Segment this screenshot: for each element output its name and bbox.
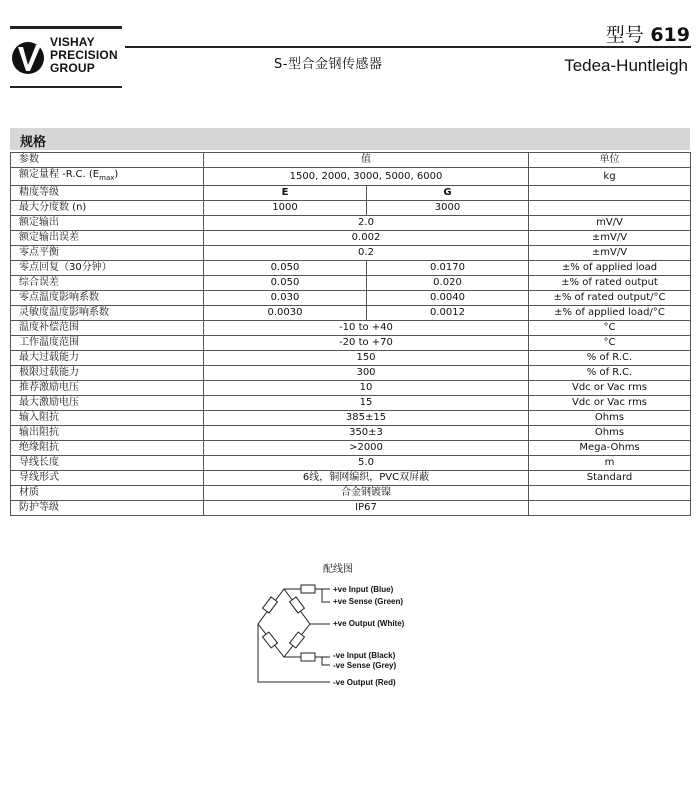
spec-param — [11, 231, 204, 246]
spec-param — [11, 366, 204, 381]
resistor-icon — [301, 653, 315, 661]
spec-value: 1500, 2000, 3000, 5000, 6000 — [204, 168, 529, 186]
spec-section-header — [10, 128, 690, 150]
spec-unit: ±% of rated output/°C — [529, 291, 691, 306]
spec-unit: m — [529, 456, 691, 471]
spec-param — [11, 246, 204, 261]
spec-value: 2.0 — [204, 216, 529, 231]
spec-param-text: 综合误差 — [19, 277, 59, 288]
spec-row — [11, 246, 691, 261]
spec-row — [11, 351, 691, 366]
spec-param-text: 最大分度数 (n) — [19, 202, 87, 213]
spec-unit: ±% of applied load/°C — [529, 306, 691, 321]
spec-param-text: 材质 — [19, 487, 39, 498]
spec-param — [11, 351, 204, 366]
spec-row — [11, 201, 691, 216]
spec-unit: Mega-Ohms — [529, 441, 691, 456]
model-label — [606, 20, 690, 47]
spec-row — [11, 486, 691, 501]
logo-line-1: VISHAY — [50, 35, 95, 49]
spec-row — [11, 321, 691, 336]
wire-label-sense-neg: -ve Sense (Grey) — [333, 661, 397, 670]
spec-param — [11, 168, 204, 186]
spec-param-text: 导线形式 — [19, 472, 59, 483]
spec-row — [11, 276, 691, 291]
spec-param-text: 零点温度影响系数 — [19, 292, 99, 303]
product-subtitle: S-型合金钢传感器 — [274, 57, 383, 72]
spec-value: 6线，铜网编织，PVC双屏蔽 — [204, 471, 529, 486]
spec-unit — [529, 501, 691, 516]
spec-value-e: E — [204, 186, 367, 201]
spec-value-e: 0.050 — [204, 276, 367, 291]
spec-row — [11, 381, 691, 396]
spec-param-text: 额定量程 -R.C. (E — [19, 169, 100, 180]
spec-param — [11, 456, 204, 471]
spec-param-text: 输出阻抗 — [19, 427, 59, 438]
wire-label-output-pos: +ve Output (White) — [333, 619, 405, 628]
spec-param-text: 工作温度范围 — [19, 337, 79, 348]
logo-line-2: PRECISION — [50, 48, 118, 62]
spec-param-text: 零点回复（30分钟） — [19, 262, 112, 273]
spec-row — [11, 441, 691, 456]
col-header-unit: 单位 — [529, 153, 691, 168]
spec-param-text: 输入阻抗 — [19, 412, 59, 423]
spec-unit — [529, 486, 691, 501]
spec-table — [10, 152, 691, 516]
logo-top-rule — [10, 26, 122, 29]
spec-param-text: 极限过载能力 — [19, 367, 79, 378]
spec-row — [11, 366, 691, 381]
header-rule — [125, 46, 691, 48]
spec-unit — [529, 186, 691, 201]
logo-wordmark — [50, 36, 118, 75]
spec-value: 0.002 — [204, 231, 529, 246]
spec-param — [11, 306, 204, 321]
spec-value-e: 0.030 — [204, 291, 367, 306]
spec-param-text: 额定输出误差 — [19, 232, 79, 243]
spec-unit: kg — [529, 168, 691, 186]
spec-row — [11, 456, 691, 471]
spec-param — [11, 261, 204, 276]
spec-param — [11, 381, 204, 396]
spec-param-text: 防护等级 — [19, 502, 59, 513]
spec-value: IP67 — [204, 501, 529, 516]
spec-param — [11, 396, 204, 411]
spec-value-g: 0.0170 — [367, 261, 529, 276]
spec-param — [11, 426, 204, 441]
spec-row — [11, 471, 691, 486]
vishay-logo-icon — [11, 38, 45, 78]
col-header-value: 值 — [204, 153, 529, 168]
spec-value: 10 — [204, 381, 529, 396]
spec-param — [11, 411, 204, 426]
spec-value-g: G — [367, 186, 529, 201]
model-number: 619 — [650, 24, 690, 46]
resistor-icon — [301, 585, 315, 593]
spec-unit: mV/V — [529, 216, 691, 231]
spec-row — [11, 306, 691, 321]
spec-value: >2000 — [204, 441, 529, 456]
spec-param-text: 推荐激励电压 — [19, 382, 79, 393]
spec-row — [11, 186, 691, 201]
spec-param-text: 导线长度 — [19, 457, 59, 468]
spec-unit: Vdc or Vac rms — [529, 396, 691, 411]
spec-unit — [529, 201, 691, 216]
spec-param-text: 绝缘阻抗 — [19, 442, 59, 453]
spec-unit: Vdc or Vac rms — [529, 381, 691, 396]
spec-value-e: 0.0030 — [204, 306, 367, 321]
spec-param — [11, 336, 204, 351]
wire-label-input-pos: +ve Input (Blue) — [333, 585, 394, 594]
spec-param — [11, 201, 204, 216]
resistor-icon — [263, 597, 278, 613]
spec-value-e: 1000 — [204, 201, 367, 216]
logo-line-3: GROUP — [50, 61, 96, 75]
spec-param-text: 灵敏度温度影响系数 — [19, 307, 109, 318]
spec-row — [11, 336, 691, 351]
spec-param-text: 最大过载能力 — [19, 352, 79, 363]
spec-value: 5.0 — [204, 456, 529, 471]
spec-value: 合金钢镀镍 — [204, 486, 529, 501]
spec-param-subscript: max — [99, 174, 115, 182]
spec-row — [11, 396, 691, 411]
spec-value: 15 — [204, 396, 529, 411]
spec-row — [11, 501, 691, 516]
spec-param-text: 额定输出 — [19, 217, 59, 228]
col-header-param: 参数 — [11, 153, 204, 168]
spec-row — [11, 168, 691, 186]
spec-value: 0.2 — [204, 246, 529, 261]
spec-title: 规格 — [20, 135, 47, 150]
wire-label-sense-pos: +ve Sense (Green) — [333, 597, 404, 606]
spec-value: -10 to +40 — [204, 321, 529, 336]
brand-name: Tedea-Huntleigh — [564, 56, 688, 75]
spec-value: 150 — [204, 351, 529, 366]
wiring-diagram-title: 配线图 — [323, 564, 353, 575]
spec-row — [11, 291, 691, 306]
spec-header-row — [11, 153, 691, 168]
spec-row — [11, 261, 691, 276]
spec-row — [11, 216, 691, 231]
spec-param-text: 零点平衡 — [19, 247, 59, 258]
spec-unit: ±% of rated output — [529, 276, 691, 291]
spec-unit: Standard — [529, 471, 691, 486]
spec-param — [11, 441, 204, 456]
wire-label-input-neg: -ve Input (Black) — [333, 651, 396, 660]
spec-param-tail: ) — [114, 169, 119, 180]
logo-bottom-rule — [10, 86, 122, 88]
spec-unit: ±mV/V — [529, 246, 691, 261]
spec-unit: ±% of applied load — [529, 261, 691, 276]
spec-param — [11, 216, 204, 231]
spec-unit: ±mV/V — [529, 231, 691, 246]
spec-row — [11, 411, 691, 426]
spec-value: -20 to +70 — [204, 336, 529, 351]
spec-value: 385±15 — [204, 411, 529, 426]
spec-unit: Ohms — [529, 411, 691, 426]
spec-param-text: 温度补偿范围 — [19, 322, 79, 333]
spec-value-e: 0.050 — [204, 261, 367, 276]
spec-value-g: 0.0040 — [367, 291, 529, 306]
spec-param — [11, 471, 204, 486]
spec-value: 300 — [204, 366, 529, 381]
spec-param — [11, 501, 204, 516]
spec-value-g: 0.020 — [367, 276, 529, 291]
spec-row — [11, 231, 691, 246]
spec-unit: °C — [529, 336, 691, 351]
spec-unit: Ohms — [529, 426, 691, 441]
spec-param — [11, 186, 204, 201]
spec-value-g: 0.0012 — [367, 306, 529, 321]
spec-value: 350±3 — [204, 426, 529, 441]
spec-value-g: 3000 — [367, 201, 529, 216]
spec-param-text: 最大激励电压 — [19, 397, 79, 408]
spec-param — [11, 486, 204, 501]
spec-unit: % of R.C. — [529, 366, 691, 381]
spec-param — [11, 291, 204, 306]
spec-unit: % of R.C. — [529, 351, 691, 366]
model-prefix: 型号 — [605, 24, 644, 46]
spec-row — [11, 426, 691, 441]
spec-param — [11, 276, 204, 291]
wire-label-output-neg: -ve Output (Red) — [333, 678, 396, 687]
spec-param-text: 精度等级 — [19, 187, 59, 198]
spec-unit: °C — [529, 321, 691, 336]
spec-param — [11, 321, 204, 336]
